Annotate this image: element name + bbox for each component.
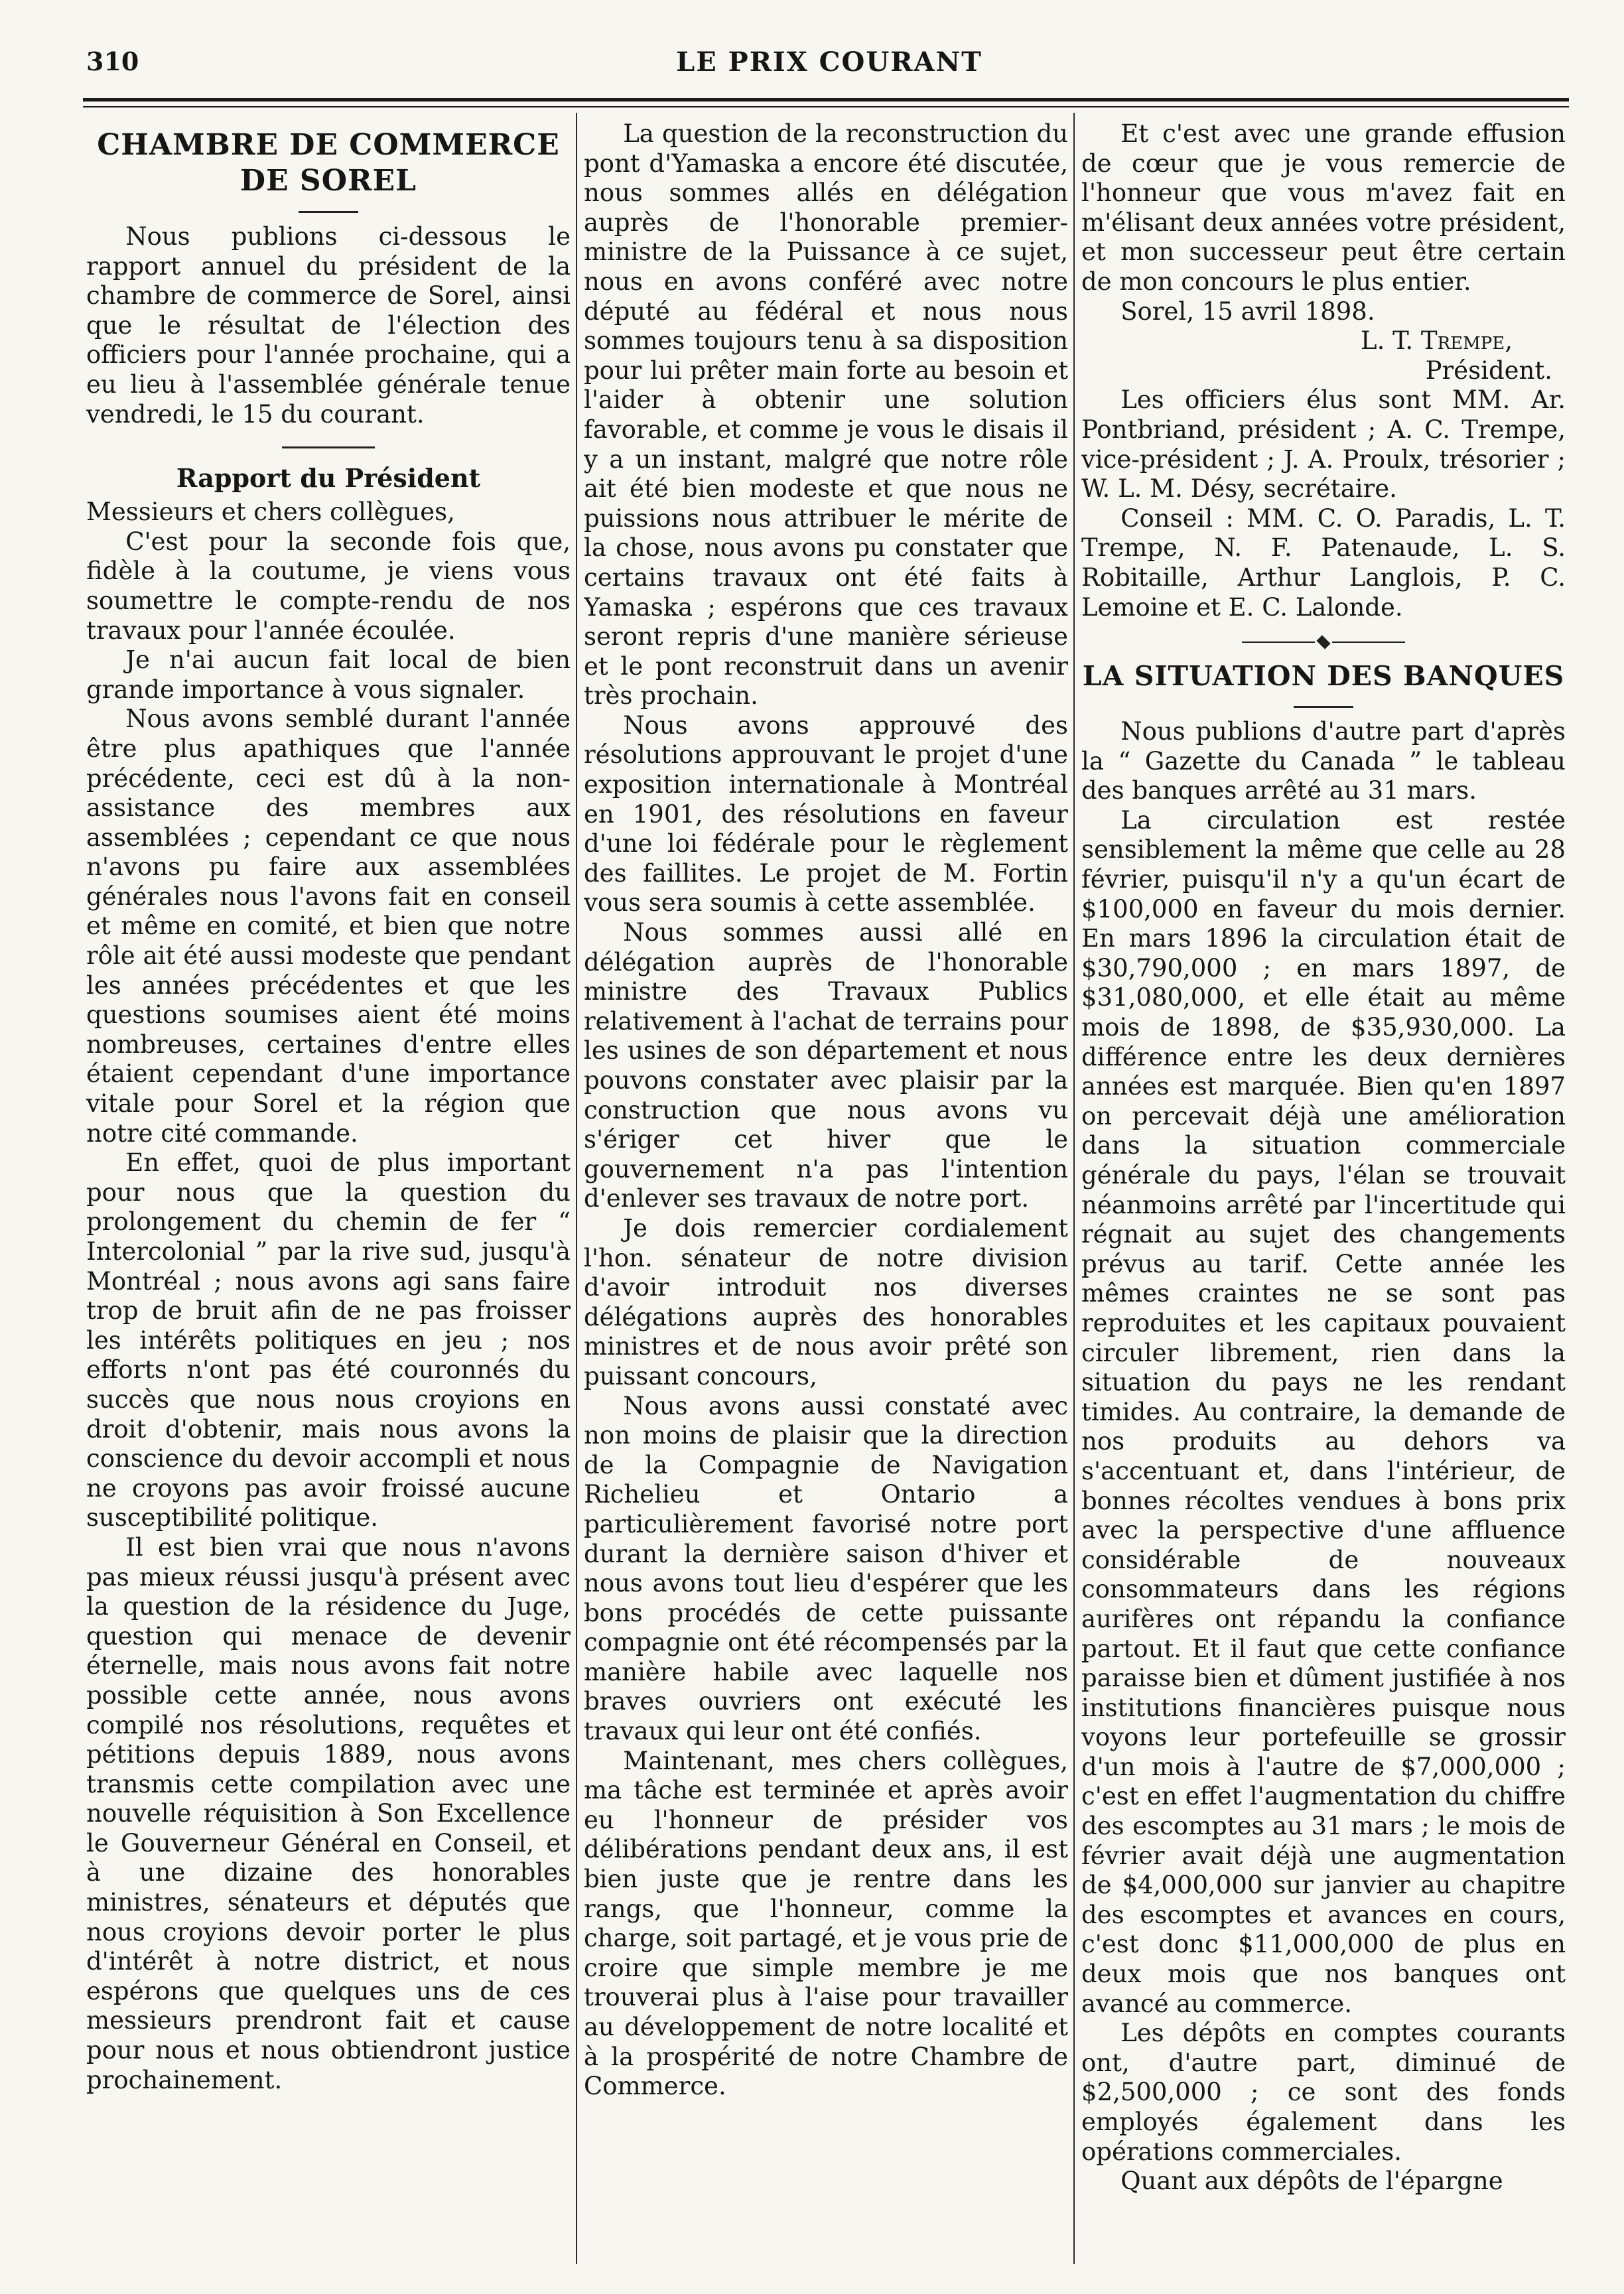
paragraph: Quant aux dépôts de l'épargne: [1120, 2167, 1503, 2196]
paragraph: C'est pour la seconde fois que, fidèle à la coutume, je viens vous soumettre le compte-rendu de nos travaux pour l'année écoulée.: [86, 527, 571, 645]
paragraph: Je dois remercier cordialement l'hon. sénateur de notre division d'avoir introduit nos diverses délégations auprès des honorables ministres et de nous avoir prêté son puissant concours,: [584, 1213, 1068, 1390]
paragraph: En effet, quoi de plus important pour nous que la question du prolongement du chemin de fer “ Intercolonial ” par la rive sud, jusqu'à Montréal ; nous avons agi sans faire trop de bruit afin de ne pas froisser les intérêts politiques en jeu ; nos efforts n'ont pas été couronnés du succès que nous nous croyions en droit d'obtenir, mais nous avons la conscience du devoir accompli et nous ne croyons pas avoir froissé aucune susceptibilité politique.: [86, 1148, 571, 1532]
running-head: [86, 46, 1572, 86]
header-rule-thick: [83, 98, 1569, 101]
paragraph: Nous publions d'autre part d'après la “ Gazette du Canada ” le tableau des banques arrêté au 31 mars.: [1081, 717, 1566, 805]
column-divider-2: [1073, 113, 1075, 2264]
title-dash: [299, 211, 358, 213]
article-intro: Nous publions ci-dessous le rapport annuel du président de la chambre de commerce de Sorel, ainsi que le résultat de l'élection des officiers pour l'année prochaine, qui a eu lieu à l'assemblée générale tenue vendredi, le 15 du courant.: [86, 222, 571, 429]
article-title-line2: DE SOREL: [239, 164, 417, 198]
dateline: Sorel, 15 avril 1898.: [1120, 297, 1375, 326]
header-rule-thin: [83, 106, 1569, 107]
title-dash: [1294, 706, 1353, 708]
paragraph: Nous avons approuvé des résolutions approuvant le projet d'une exposition internationale à Montréal en 1901, des résolutions en faveur d'une loi fédérale pour le règlement des faillites. Le projet de M. Fortin vous sera soumis à cette assemblée.: [584, 710, 1068, 917]
paragraph: Maintenant, mes chers collègues, ma tâche est terminée et après avoir eu l'honneur de présider vos délibérations pendant deux ans, il est bien juste que je rentre dans les rangs, que l'honneur, comme la charge, soit partagé, et je vous prie de croire que simple membre je me trouverai plus à l'aise pour travailler au développement de notre localité et à la prospérité de notre Chambre de Commerce.: [584, 1746, 1068, 2101]
report-heading: Rapport du Président: [176, 463, 481, 494]
paragraph: Il est bien vrai que nous n'avons pas mieux réussi jusqu'à présent avec la question de la résidence du Juge, question qui menace de devenir éternelle, mais nous avons fait notre possible cette année, nous avons compilé nos résolutions, requêtes et pétitions depuis 1889, nous avons transmis cette compilation avec une nouvelle réquisition à Son Excellence le Gouverneur Général en Conseil, et à une dizaine des honorables ministres, sénateurs et députés que nous croyions devoir porter le plus d'intérêt à notre district, et nous espérons que quelques uns de ces messieurs prendront fait et cause pour nous et nous obtiendront justice prochainement.: [86, 1532, 571, 2094]
column-3: [1081, 119, 1566, 2267]
article-title-banques: LA SITUATION DES BANQUES: [1082, 660, 1565, 693]
ornament-divider: [1081, 638, 1566, 646]
column-1: [86, 119, 571, 2267]
paragraph: Et c'est avec une grande effusion de cœur que je vous remercie de l'honneur que vous m'avez fait en m'élisant deux années votre président, et mon successeur peut être certain de mon concours le plus entier.: [1081, 119, 1566, 296]
column-divider-1: [576, 113, 577, 2264]
paragraph: Je n'ai aucun fait local de bien grande importance à vous signaler.: [86, 645, 571, 704]
paragraph: La circulation est restée sensiblement la même que celle au 28 février, puisqu'il n'y a qu'un écart de $100,000 en faveur du mois dernier. En mars 1896 la circulation était de $30,790,000 ; en mars 1897, de $31,080,000, et elle était au même mois de 1898, de $35,930,000. La différence entre les deux dernières années est marquée. Bien qu'en 1897 on percevait déjà une amélioration dans la situation commerciale générale du pays, l'élan se trouvait néanmoins arrêté par l'incertitude qui régnait au sujet des changements prévus au tarif. Cette année les mêmes craintes ne se sont pas reproduites et les capitaux pouvaient circuler librement, rien dans la situation du pays ne les rendant timides. Au contraire, la demande de nos produits au dehors va s'accentuant et, dans l'intérieur, de bonnes récoltes vendues à bons prix avec la perspective d'une affluence considérable de nouveaux consommateurs dans les régions aurifères ont répandu la confiance partout. Et il faut que cette confiance paraisse bien et dûment justifiée à nos institutions financières puisque nous voyons leur portefeuille se grossir d'un mois à l'autre de $7,000,000 ; c'est en effet l'augmentation du chiffre des escomptes au 31 mars ; le mois de février avait déjà une augmentation de $4,000,000 sur janvier au chapitre des escomptes et avances en cours, c'est donc $11,000,000 de plus en deux mois que nos banques ont avancé au commerce.: [1081, 805, 1566, 2018]
section-divider: [282, 446, 375, 448]
article-title-line1: CHAMBRE DE COMMERCE: [97, 128, 560, 162]
council-list: Conseil : MM. C. O. Paradis, L. T. Trempe, N. F. Patenaude, L. S. Robitaille, Arthur Langlois, P. C. Lemoine et E. C. Lalonde.: [1081, 504, 1566, 622]
article-title-chambre: [86, 127, 571, 199]
column-2: [584, 119, 1068, 2267]
salutation: Messieurs et chers collègues,: [86, 498, 455, 527]
signature-title: Président.: [1425, 356, 1552, 385]
page-number: 310: [86, 46, 139, 76]
paragraph: Les dépôts en comptes courants ont, d'autre part, diminué de $2,500,000 ; ce sont des fonds employés également dans les opérations commerciales.: [1081, 2019, 1566, 2166]
journal-title: LE PRIX COURANT: [676, 46, 982, 78]
paragraph: Nous sommes aussi allé en délégation auprès de l'honorable ministre des Travaux Publics relativement à l'achat de terrains pour les usines de son département et nous pouvons constater avec plaisir par la construction que nous avons vu s'ériger cet hiver que le gouvernement n'a pas l'intention d'enlever ses travaux de notre port.: [584, 918, 1068, 1213]
officers-list: Les officiers élus sont MM. Ar. Pontbriand, président ; A. C. Trempe, vice-président ; J. A. Proulx, trésorier ; W. L. M. Désy, secrétaire.: [1081, 385, 1566, 504]
diamond-ornament-icon: [1316, 635, 1330, 649]
paragraph: Nous avons semblé durant l'année être plus apathiques que l'année précédente, ceci est dû à la non-assistance des membres aux assemblées ; cependant ce que nous n'avons pu faire aux assemblées générales nous l'avons fait en conseil et même en comité, et bien que notre rôle ait été aussi modeste que pendant les années précédentes et que les questions soumises aient été moins nombreuses, certaines d'entre elles étaient cependant d'une importance vitale pour Sorel et la région que notre cité commande.: [86, 705, 571, 1148]
paragraph: Nous avons aussi constaté avec non moins de plaisir que la direction de la Compagnie de Navigation Richelieu et Ontario a particulièrement favorisé notre port durant la dernière saison d'hiver et nous avons tout lieu d'espérer que les bons procédés de cette puissante compagnie ont été récompensés par la manière habile avec laquelle nos braves ouvriers ont exécuté les travaux qui leur ont été confiés.: [584, 1391, 1068, 1746]
signature-name: L. T. Trempe,: [1361, 326, 1513, 356]
paragraph: La question de la reconstruction du pont d'Yamaska a encore été discutée, nous sommes allés en délégation auprès de l'honorable premier-ministre de la Puissance à ce sujet, nous en avons conféré avec notre député au fédéral et nous nous sommes toujours tenu à sa disposition pour lui prêter main forte au besoin et l'aider à obtenir une solution favorable, et comme je vous le disais il y a un instant, malgré que notre rôle ait été bien modeste et que nous ne puissions nous attribuer le mérite de la chose, nous avons pu constater que certains travaux ont été faits à Yamaska ; espérons que ces travaux seront repris d'une manière sérieuse et le pont reconstruit dans un avenir très prochain.: [584, 119, 1068, 710]
